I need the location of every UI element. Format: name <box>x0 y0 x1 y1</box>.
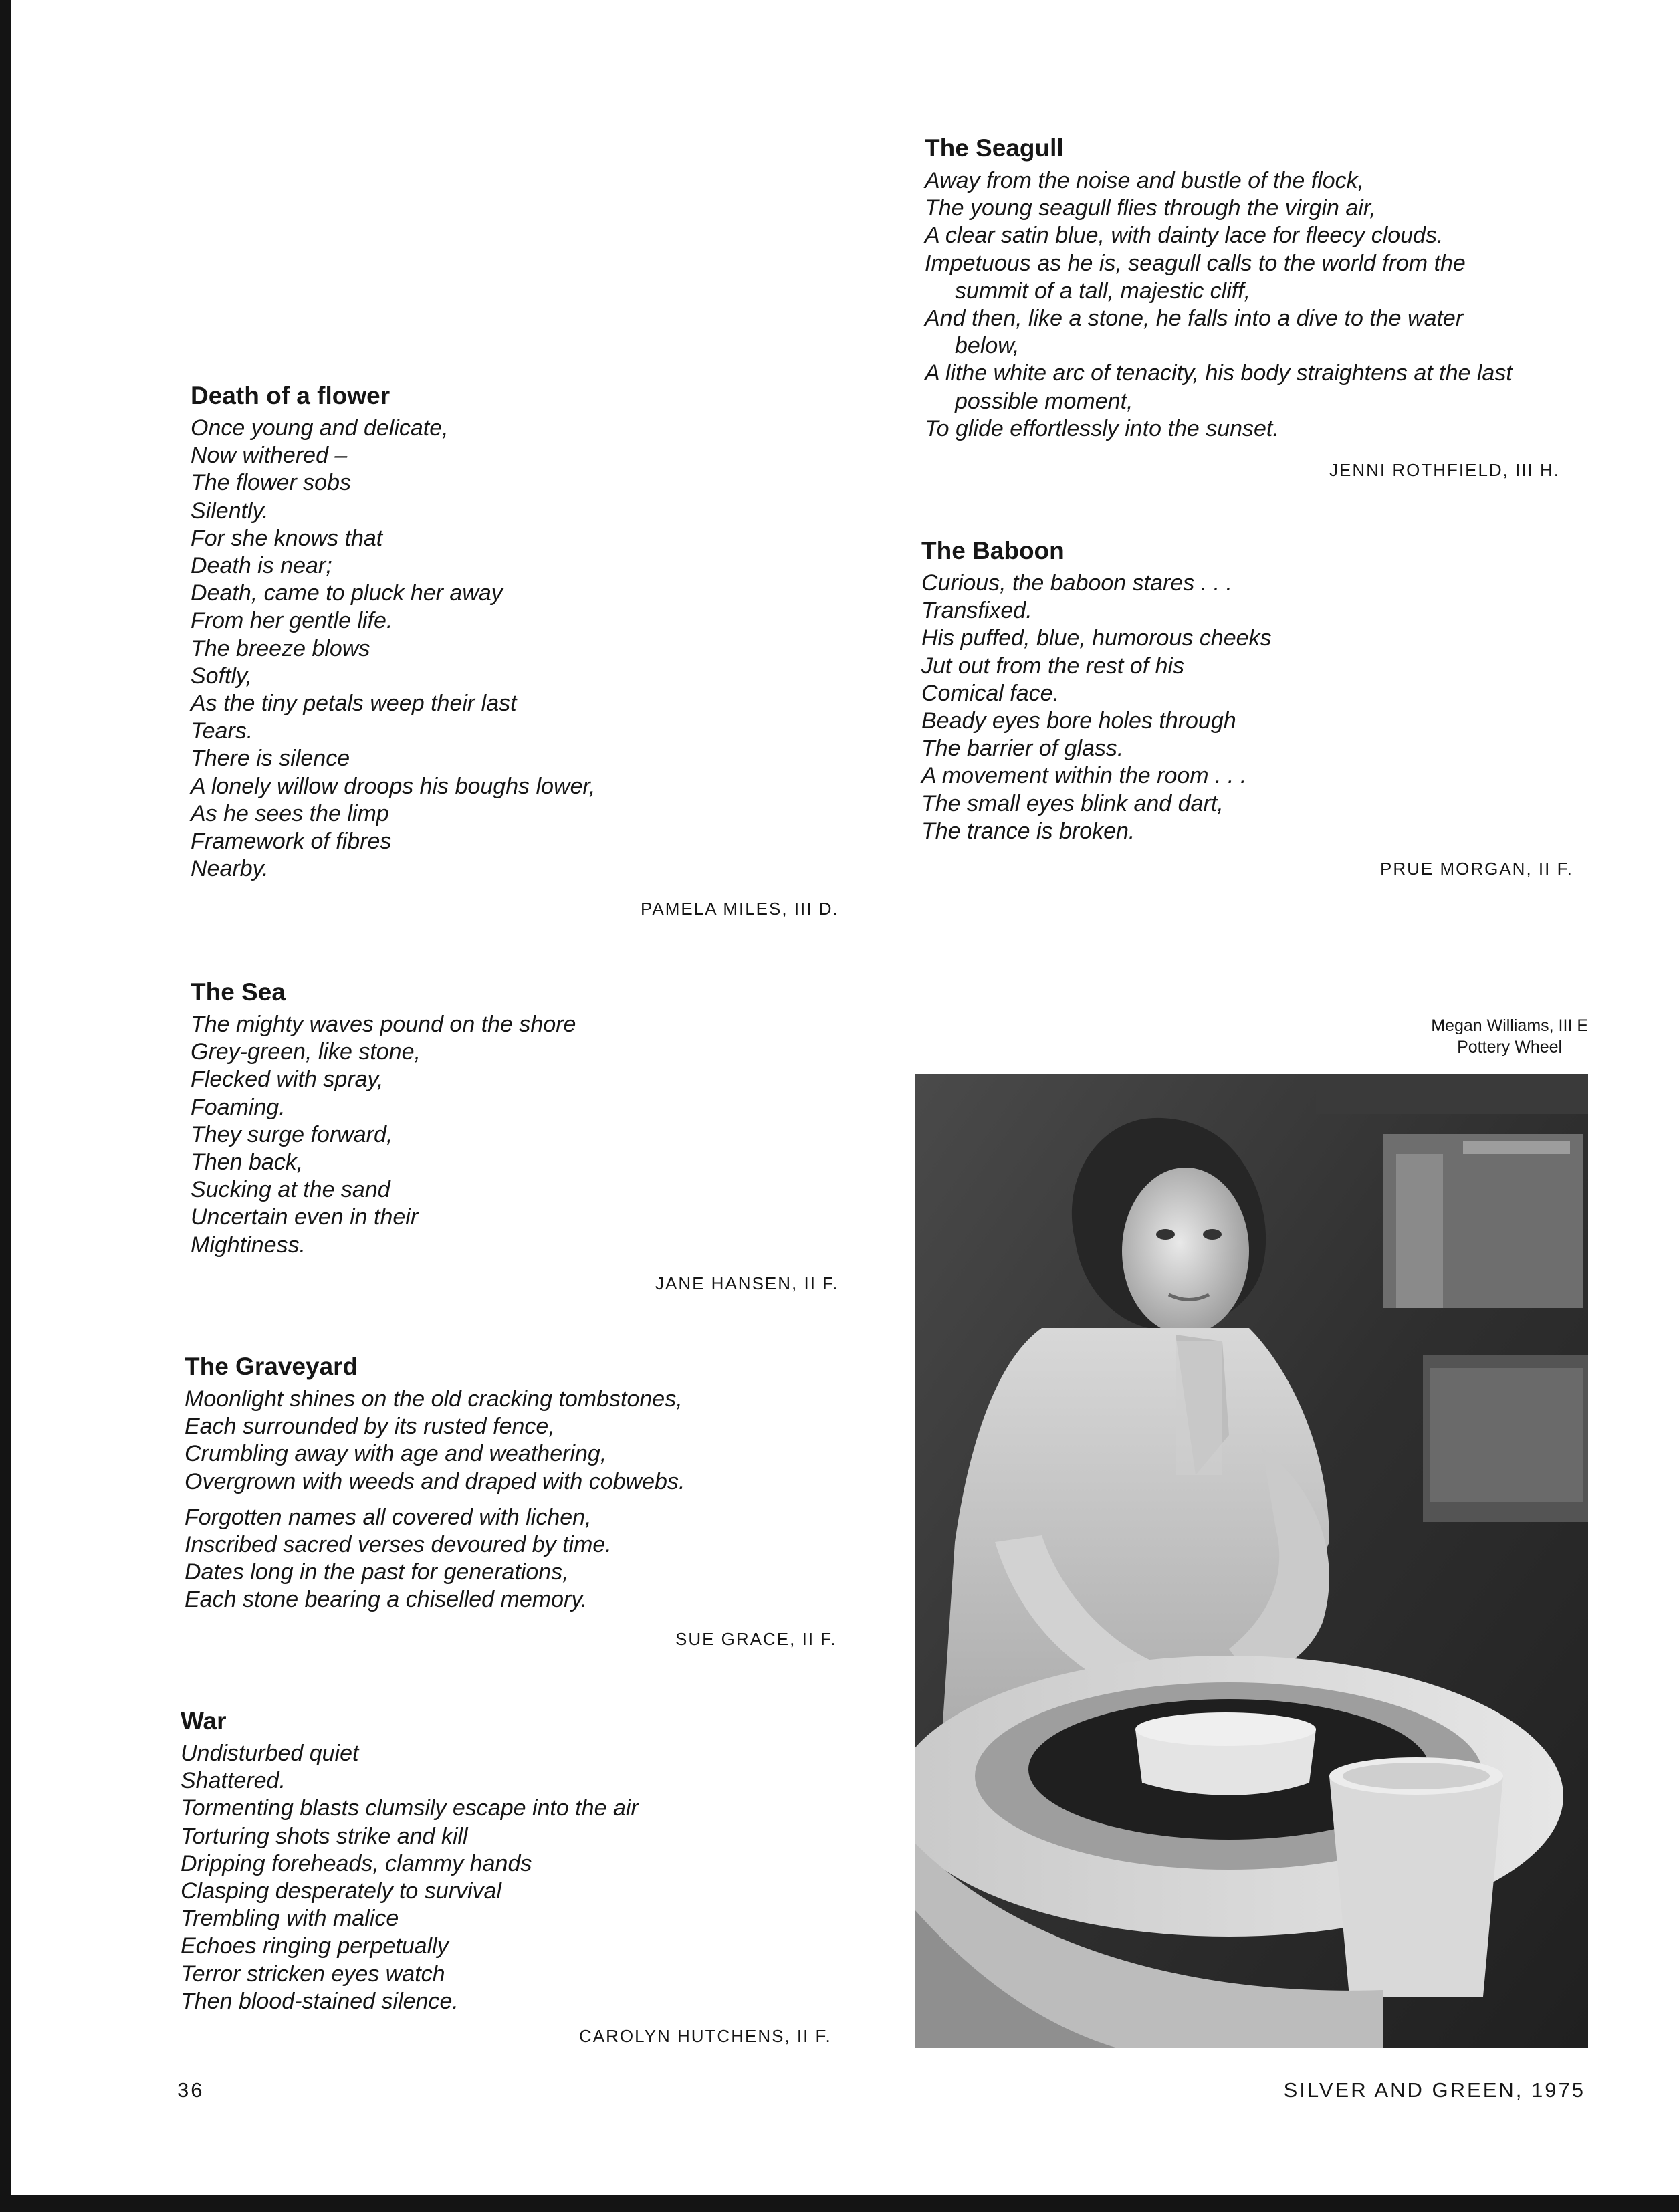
poem-line: The flower sobs <box>191 470 351 496</box>
poem-line: His puffed, blue, humorous cheeks <box>921 625 1272 651</box>
poem-line: They surge forward, <box>191 1121 393 1147</box>
poem-line: possible moment, <box>955 388 1133 414</box>
poem-lines <box>921 570 1272 845</box>
poem-line: The mighty waves pound on the shore <box>191 1012 576 1037</box>
poem-title: Death of a flower <box>191 382 390 409</box>
poem-line: As he sees the limp <box>191 800 389 826</box>
poem-lines <box>191 1011 576 1259</box>
poem-line: Comical face. <box>921 680 1059 706</box>
poem-line: Tears. <box>191 718 253 744</box>
poem-war <box>181 1705 639 2015</box>
poem-line: below, <box>955 333 1020 359</box>
poem-author: SUE GRACE, II F. <box>675 1629 837 1649</box>
poem-line: Then blood-stained silence. <box>181 1988 459 2014</box>
poem-line: Undisturbed quiet <box>181 1741 359 1766</box>
poem-line: Jut out from the rest of his <box>921 653 1185 679</box>
poem-author: JANE HANSEN, II F. <box>655 1273 839 1293</box>
poem-line: Uncertain even in their <box>191 1204 419 1230</box>
poem-author: PRUE MORGAN, II F. <box>1380 859 1573 879</box>
poem-line: A lonely willow droops his boughs lower, <box>191 773 596 799</box>
poem-line: A lithe white arc of tenacity, his body straightens at the last <box>925 360 1513 386</box>
poem-line: From her gentle life. <box>191 608 393 634</box>
caption-title: Pottery Wheel <box>1457 1038 1563 1057</box>
poem-line: And then, like a stone, he falls into a dive to the water <box>925 306 1464 332</box>
poem-line: Clasping desperately to survival <box>181 1878 502 1904</box>
poem-line: Each surrounded by its rusted fence, <box>185 1414 555 1440</box>
poem-line: Mightiness. <box>191 1232 306 1258</box>
poem-line: The trance is broken. <box>921 818 1135 844</box>
poem-lines <box>185 1386 685 1614</box>
poem-lines <box>181 1740 639 2015</box>
poem-author: JENNI ROTHFIELD, III H. <box>1329 460 1561 480</box>
poem-line: Death is near; <box>191 553 332 579</box>
poem-line: The barrier of glass. <box>921 736 1124 762</box>
poem-line: For she knows that <box>191 525 383 551</box>
pottery-wheel-photo <box>915 1074 1588 2048</box>
poem-the-sea <box>191 976 576 1259</box>
poem-line: Moonlight shines on the old cracking tombstones, <box>185 1386 683 1412</box>
caption-artist: Megan Williams, III E <box>1431 1016 1588 1035</box>
poem-line: Away from the noise and bustle of the flock, <box>925 168 1365 193</box>
poem-line: Nearby. <box>191 856 269 882</box>
poem-line: Grey-green, like stone, <box>191 1039 421 1065</box>
poem-line: Echoes ringing perpetually <box>181 1933 449 1959</box>
photo-caption <box>1431 1015 1588 1058</box>
poem-line: Trembling with malice <box>181 1906 399 1932</box>
poem-line: Now withered – <box>191 443 348 469</box>
poem-line: Sucking at the sand <box>191 1177 390 1203</box>
poem-author: CAROLYN HUTCHENS, II F. <box>579 2026 832 2046</box>
poem-lines <box>925 167 1513 443</box>
poem-line: summit of a tall, majestic cliff, <box>955 278 1251 304</box>
publication-name: SILVER AND GREEN, 1975 <box>1283 2078 1585 2102</box>
poem-line: Crumbling away with age and weathering, <box>185 1441 607 1467</box>
poem-line: The small eyes blink and dart, <box>921 790 1224 816</box>
poem-line: Framework of fibres <box>191 828 392 855</box>
poem-line: Death, came to pluck her away <box>191 580 503 606</box>
poem-line: Transfixed. <box>921 598 1032 624</box>
poem-line: A movement within the room . . . <box>921 763 1247 789</box>
poem-the-seagull <box>925 132 1513 443</box>
poem-death-of-a-flower <box>191 380 595 883</box>
poem-line: A clear satin blue, with dainty lace for fleecy clouds. <box>925 223 1444 249</box>
poem-line: Overgrown with weeds and draped with cobwebs. <box>185 1468 685 1495</box>
poem-line: As the tiny petals weep their last <box>191 691 517 717</box>
page-bottom-edge <box>0 2195 1679 2212</box>
poem-line: The young seagull flies through the virgin air, <box>925 195 1376 221</box>
poem-title: The Graveyard <box>185 1353 358 1380</box>
poem-line: Each stone bearing a chiselled memory. <box>185 1587 588 1613</box>
poem-line: Torturing shots strike and kill <box>181 1823 468 1849</box>
poem-the-graveyard <box>185 1351 685 1614</box>
poem-title: The Sea <box>191 978 286 1006</box>
poem-title: The Baboon <box>921 537 1065 564</box>
poem-lines <box>191 415 595 883</box>
page-number: 36 <box>177 2078 205 2102</box>
poem-line: Beady eyes bore holes through <box>921 708 1236 734</box>
poem-line: The breeze blows <box>191 635 370 661</box>
poem-line: Flecked with spray, <box>191 1067 384 1093</box>
poem-line: Dates long in the past for generations, <box>185 1559 569 1585</box>
poem-line: Softly, <box>191 663 252 689</box>
poem-line: Dripping foreheads, clammy hands <box>181 1850 532 1876</box>
poem-line: Impetuous as he is, seagull calls to the world from the <box>925 250 1466 276</box>
poem-line: There is silence <box>191 746 350 772</box>
page-spine-edge <box>0 0 11 2212</box>
poem-line: Once young and delicate, <box>191 415 449 441</box>
poem-the-baboon <box>921 535 1272 845</box>
poem-line: Silently. <box>191 497 269 524</box>
poem-line: Tormenting blasts clumsily escape into the air <box>181 1795 639 1821</box>
poem-line: Then back, <box>191 1149 304 1176</box>
poem-line: Foaming. <box>191 1094 286 1120</box>
poem-line: Forgotten names all covered with lichen, <box>185 1504 592 1530</box>
poem-title: War <box>181 1707 227 1735</box>
poem-title: The Seagull <box>925 134 1064 162</box>
poem-line: Inscribed sacred verses devoured by time. <box>185 1532 612 1558</box>
poem-author: PAMELA MILES, III D. <box>641 899 839 919</box>
poem-line: Curious, the baboon stares . . . <box>921 570 1232 596</box>
poem-line: Shattered. <box>181 1768 286 1794</box>
poem-line: Terror stricken eyes watch <box>181 1961 445 1987</box>
poem-line: To glide effortlessly into the sunset. <box>925 415 1279 441</box>
